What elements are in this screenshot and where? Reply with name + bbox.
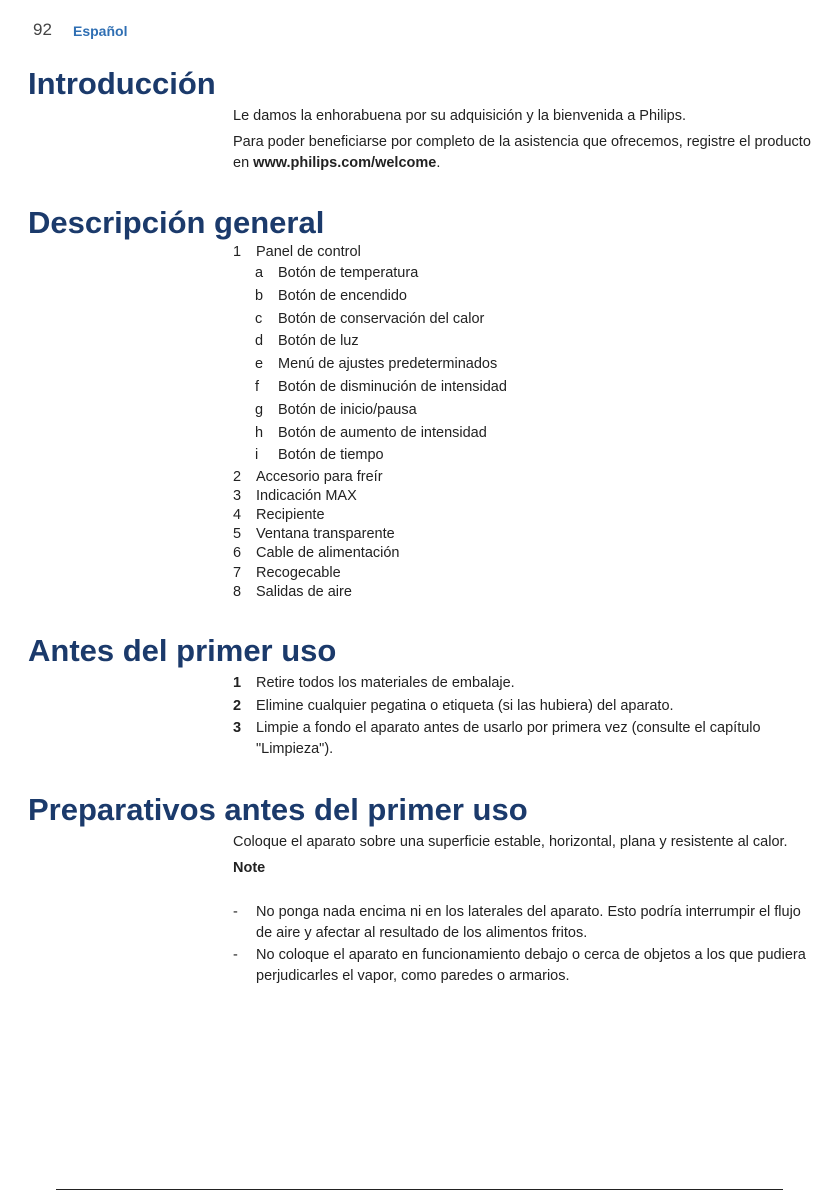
item-label: Botón de inicio/pausa	[278, 402, 417, 418]
item-label: Ventana transparente	[256, 526, 395, 542]
item-label: Botón de conservación del calor	[278, 311, 485, 327]
intro-paragraph-1: Le damos la enhorabuena por su adquisición y la bienvenida a Philips.	[233, 108, 687, 124]
item-letter: a	[255, 265, 264, 281]
item-letter: d	[255, 333, 264, 349]
item-letter: e	[255, 356, 264, 372]
step-item	[233, 673, 813, 694]
intro-title: Introducción	[28, 66, 216, 101]
item-number: 8	[233, 584, 242, 600]
page-number: 92	[33, 20, 52, 39]
step-item	[233, 718, 813, 760]
step-text: Elimine cualquier pegatina o etiqueta (si las hubiera) del aparato.	[256, 698, 674, 714]
item-label: Botón de tiempo	[278, 447, 384, 463]
item-label: Panel de control	[256, 244, 361, 260]
welcome-link[interactable]: www.philips.com/welcome	[253, 155, 437, 171]
step-number: 2	[233, 698, 242, 714]
step-item	[233, 696, 813, 717]
step-text: Limpie a fondo el aparato antes de usarlo por primera vez (consulte el capítulo "Limpieza").	[256, 720, 761, 757]
bullet-text: No ponga nada encima ni en los laterales del aparato. Esto podría interrumpir el flujo de aire y afectar al resultado de los alimentos fritos.	[256, 904, 801, 941]
intro-paragraph-2	[233, 132, 813, 174]
item-letter: f	[255, 379, 260, 395]
item-letter: h	[255, 425, 264, 441]
bullet-dash: -	[233, 904, 238, 920]
item-label: Botón de luz	[278, 333, 359, 349]
item-number: 7	[233, 565, 242, 581]
item-label: Botón de aumento de intensidad	[278, 425, 487, 441]
intro-paragraph-2-text: Para poder beneficiarse por completo de la asistencia que ofrecemos, registre el producto en	[233, 134, 811, 171]
item-number: 3	[233, 488, 242, 504]
before-first-use-title: Antes del primer uso	[28, 633, 337, 668]
item-letter: g	[255, 402, 264, 418]
item-label: Botón de temperatura	[278, 265, 419, 281]
item-label: Accesorio para freír	[256, 469, 383, 485]
item-label: Recipiente	[256, 507, 325, 523]
intro-body	[233, 106, 813, 174]
item-label: Salidas de aire	[256, 584, 352, 600]
preparations-paragraph: Coloque el aparato sobre una superficie estable, horizontal, plana y resistente al calor.	[233, 834, 788, 850]
item-label: Botón de disminución de intensidad	[278, 379, 507, 395]
language-label: Español	[73, 23, 128, 39]
note-label: Note	[233, 860, 266, 876]
preparations-title: Preparativos antes del primer uso	[28, 792, 528, 827]
footer-divider	[56, 1189, 783, 1190]
item-label: Indicación MAX	[256, 488, 357, 504]
intro-paragraph-2-end: .	[436, 155, 441, 171]
item-number: 5	[233, 526, 242, 542]
overview-title: Descripción general	[28, 205, 325, 240]
note-bullet	[233, 945, 813, 987]
item-number: 6	[233, 545, 242, 561]
item-letter: c	[255, 311, 263, 327]
item-number: 2	[233, 469, 242, 485]
item-letter: b	[255, 288, 264, 304]
item-label: Recogecable	[256, 565, 341, 581]
bullet-text: No coloque el aparato en funcionamiento debajo o cerca de objetos a los que pudiera perjudicarles el vapor, como paredes o armarios.	[256, 947, 806, 984]
step-text: Retire todos los materiales de embalaje.	[256, 675, 515, 691]
item-label: Cable de alimentación	[256, 545, 400, 561]
step-number: 3	[233, 720, 242, 736]
item-number: 4	[233, 507, 242, 523]
item-number: 1	[233, 244, 242, 260]
item-letter: i	[255, 447, 259, 463]
note-bullet	[233, 902, 813, 944]
preparations-body	[233, 832, 813, 879]
bullet-dash: -	[233, 947, 238, 963]
item-label: Botón de encendido	[278, 288, 407, 304]
step-number: 1	[233, 675, 242, 691]
item-label: Menú de ajustes predeterminados	[278, 356, 498, 372]
